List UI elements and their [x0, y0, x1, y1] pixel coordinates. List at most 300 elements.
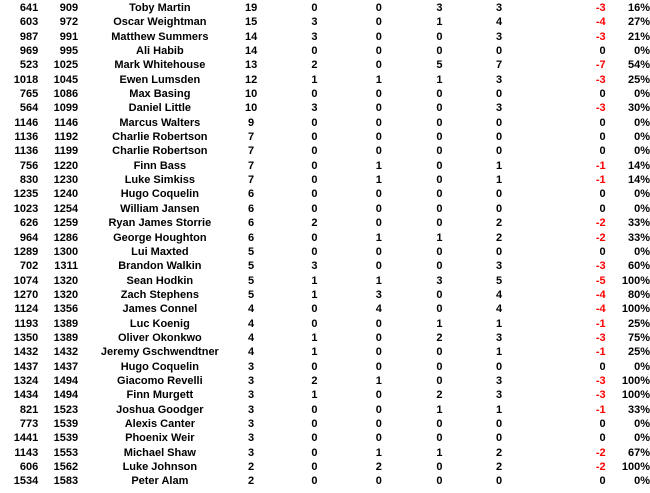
cell-rank-b: 1300 — [53, 245, 79, 258]
cell-stat-d: 0 — [436, 145, 443, 158]
cell-percent: 54% — [627, 59, 650, 72]
cell-rank-b: 1199 — [54, 145, 79, 158]
cell-percent: 0% — [634, 245, 650, 258]
cell-stat-d: 2 — [436, 389, 443, 402]
cell-player-name: Luc Koenig — [129, 317, 190, 330]
cell-stat-b: 0 — [311, 88, 318, 101]
cell-stat-a: 4 — [248, 303, 255, 316]
table-row — [0, 259, 650, 273]
cell-percent: 25% — [627, 317, 650, 330]
cell-stat-b: 0 — [311, 303, 318, 316]
cell-rank-b: 1286 — [53, 231, 79, 244]
cell-stat-a: 3 — [248, 403, 255, 416]
cell-rank-b: 1494 — [53, 389, 79, 402]
cell-stat-b: 0 — [311, 159, 318, 172]
cell-player-name: Finn Murgett — [126, 389, 194, 402]
cell-rank-a: 1432 — [13, 346, 39, 359]
cell-diff: 0 — [599, 417, 606, 430]
table-row — [0, 101, 650, 115]
cell-stat-a: 2 — [248, 475, 255, 488]
cell-stat-c: 0 — [375, 317, 382, 330]
table-row — [0, 130, 650, 144]
cell-stat-d: 1 — [436, 317, 443, 330]
table-row — [0, 403, 650, 417]
cell-stat-a: 3 — [248, 432, 255, 445]
cell-stat-e: 0 — [495, 360, 503, 373]
cell-rank-b: 1320 — [53, 288, 79, 301]
cell-stat-d: 0 — [436, 45, 443, 58]
table-row — [0, 460, 650, 474]
cell-stat-e: 3 — [495, 30, 503, 43]
cell-player-name: Oscar Weightman — [113, 16, 207, 29]
cell-diff: 0 — [599, 145, 606, 158]
cell-rank-b: 1432 — [53, 346, 79, 359]
cell-stat-e: 1 — [495, 403, 503, 416]
cell-stat-d: 0 — [436, 102, 443, 115]
table-row — [0, 173, 650, 187]
cell-stat-b: 3 — [311, 30, 318, 43]
cell-percent: 100% — [621, 374, 650, 387]
cell-rank-b: 1254 — [53, 202, 79, 215]
cell-rank-b: 1523 — [53, 403, 79, 416]
cell-stat-e: 1 — [495, 317, 503, 330]
cell-stat-d: 3 — [436, 274, 443, 287]
cell-stat-c: 0 — [375, 59, 382, 72]
cell-stat-a: 5 — [248, 245, 255, 258]
cell-player-name: Alexis Canter — [124, 417, 195, 430]
table-row — [0, 274, 650, 288]
cell-stat-d: 1 — [436, 403, 443, 416]
cell-stat-e: 0 — [495, 475, 503, 488]
cell-stat-d: 0 — [436, 260, 443, 273]
cell-stat-c: 0 — [375, 202, 382, 215]
cell-rank-b: 909 — [59, 2, 79, 14]
cell-stat-c: 0 — [375, 30, 382, 43]
cell-stat-d: 0 — [436, 217, 443, 230]
cell-diff: 0 — [599, 202, 606, 215]
cell-rank-a: 969 — [19, 45, 39, 58]
cell-stat-d: 0 — [436, 30, 443, 43]
cell-rank-b: 1220 — [53, 159, 79, 172]
cell-stat-d: 1 — [436, 446, 443, 459]
cell-player-name: Marcus Walters — [119, 116, 201, 129]
cell-rank-a: 1074 — [13, 274, 39, 287]
cell-rank-a: 756 — [19, 159, 39, 172]
cell-percent: 25% — [627, 73, 650, 86]
cell-percent: 0% — [634, 116, 650, 129]
cell-percent: 0% — [634, 417, 650, 430]
cell-stat-b: 0 — [311, 461, 318, 473]
cell-rank-a: 765 — [19, 88, 39, 101]
cell-stat-a: 3 — [248, 374, 255, 387]
table-row — [0, 15, 650, 29]
cell-player-name: Lui Maxted — [131, 245, 189, 258]
cell-stat-e: 3 — [495, 260, 503, 273]
cell-stat-a: 5 — [248, 288, 255, 301]
cell-stat-e: 1 — [495, 346, 503, 359]
cell-stat-b: 1 — [311, 331, 318, 344]
cell-player-name: George Houghton — [113, 231, 207, 244]
cell-stat-d: 0 — [436, 245, 443, 258]
cell-stat-e: 3 — [495, 102, 503, 115]
cell-stat-b: 0 — [311, 174, 318, 187]
cell-rank-b: 1539 — [53, 417, 79, 430]
cell-stat-c: 0 — [375, 389, 382, 402]
table-row — [0, 202, 650, 216]
cell-rank-b: 1025 — [53, 59, 79, 72]
cell-stat-e: 5 — [495, 274, 503, 287]
cell-stat-a: 10 — [244, 102, 258, 115]
cell-rank-a: 564 — [19, 102, 39, 115]
cell-stat-d: 0 — [436, 159, 443, 172]
cell-percent: 16% — [627, 2, 650, 14]
cell-diff: 0 — [599, 188, 606, 201]
cell-rank-b: 1311 — [54, 260, 79, 273]
cell-stat-b: 0 — [311, 202, 318, 215]
cell-stat-e: 1 — [495, 159, 503, 172]
cell-stat-a: 3 — [248, 360, 255, 373]
cell-rank-a: 773 — [19, 417, 39, 430]
cell-rank-a: 641 — [19, 2, 39, 14]
cell-stat-c: 0 — [375, 45, 382, 58]
cell-stat-e: 3 — [495, 73, 503, 86]
cell-stat-d: 0 — [436, 360, 443, 373]
cell-rank-b: 1494 — [53, 374, 79, 387]
cell-stat-e: 0 — [495, 188, 503, 201]
cell-stat-a: 5 — [248, 274, 255, 287]
cell-stat-a: 7 — [248, 131, 255, 144]
cell-stat-b: 0 — [311, 131, 318, 144]
cell-rank-b: 1240 — [53, 188, 79, 201]
cell-stat-a: 14 — [244, 30, 258, 43]
table-row — [0, 360, 650, 374]
cell-diff: -2 — [595, 231, 606, 244]
cell-percent: 33% — [627, 217, 650, 230]
cell-stat-d: 0 — [436, 461, 443, 473]
table-row — [0, 331, 650, 345]
cell-stat-e: 0 — [495, 432, 503, 445]
cell-stat-a: 7 — [248, 174, 255, 187]
cell-stat-c: 0 — [375, 188, 382, 201]
cell-rank-a: 830 — [19, 174, 39, 187]
cell-diff: -1 — [595, 159, 606, 172]
cell-stat-b: 2 — [311, 374, 318, 387]
cell-player-name: Jeremy Gschwendtner — [100, 346, 219, 359]
cell-percent: 25% — [627, 346, 650, 359]
cell-stat-a: 6 — [248, 231, 255, 244]
cell-stat-b: 0 — [311, 317, 318, 330]
cell-stat-c: 0 — [375, 217, 382, 230]
cell-stat-c: 0 — [375, 116, 382, 129]
cell-stat-c: 1 — [375, 274, 382, 287]
cell-diff: -1 — [595, 174, 606, 187]
table-row — [0, 417, 650, 431]
cell-rank-a: 1124 — [14, 303, 39, 316]
cell-stat-e: 2 — [495, 461, 503, 473]
cell-rank-a: 1018 — [13, 73, 39, 86]
table-row — [0, 144, 650, 158]
cell-rank-a: 523 — [19, 59, 39, 72]
cell-stat-e: 0 — [495, 116, 503, 129]
cell-stat-e: 4 — [495, 303, 503, 316]
cell-stat-b: 0 — [311, 45, 318, 58]
cell-stat-e: 3 — [495, 389, 503, 402]
cell-percent: 0% — [634, 360, 650, 373]
cell-percent: 14% — [627, 174, 650, 187]
cell-rank-a: 702 — [19, 260, 39, 273]
cell-rank-a: 1324 — [13, 374, 39, 387]
cell-stat-c: 2 — [375, 461, 382, 473]
cell-diff: -7 — [595, 59, 606, 72]
cell-stat-c: 0 — [375, 88, 382, 101]
cell-rank-b: 1230 — [53, 174, 79, 187]
cell-stat-b: 3 — [311, 102, 318, 115]
cell-stat-a: 14 — [244, 45, 258, 58]
cell-stat-d: 2 — [436, 331, 443, 344]
cell-stat-d: 0 — [436, 288, 443, 301]
cell-rank-a: 1235 — [13, 188, 39, 201]
cell-stat-d: 0 — [436, 88, 443, 101]
cell-stat-a: 3 — [248, 417, 255, 430]
cell-diff: -5 — [595, 274, 606, 287]
cell-stat-e: 2 — [495, 217, 503, 230]
cell-stat-c: 0 — [375, 475, 382, 488]
cell-stat-a: 12 — [244, 73, 258, 86]
cell-stat-b: 0 — [311, 417, 318, 430]
cell-rank-a: 1289 — [13, 245, 39, 258]
cell-diff: -4 — [595, 16, 606, 29]
cell-rank-b: 995 — [59, 45, 79, 58]
cell-rank-b: 1320 — [53, 274, 79, 287]
cell-stat-b: 0 — [311, 403, 318, 416]
cell-stat-d: 1 — [436, 73, 443, 86]
table-row — [0, 187, 650, 201]
cell-rank-b: 1086 — [53, 88, 79, 101]
cell-player-name: Ali Habib — [136, 45, 184, 58]
cell-player-name: Toby Martin — [129, 2, 191, 14]
table-row — [0, 431, 650, 445]
cell-percent: 0% — [634, 432, 650, 445]
cell-percent: 0% — [634, 202, 650, 215]
cell-rank-b: 1562 — [53, 461, 79, 473]
cell-rank-a: 1023 — [13, 202, 39, 215]
cell-stat-c: 0 — [375, 260, 382, 273]
cell-stat-e: 0 — [495, 202, 503, 215]
cell-stat-b: 1 — [311, 346, 318, 359]
cell-stat-b: 3 — [311, 16, 318, 29]
cell-player-name: Mark Whitehouse — [114, 59, 206, 72]
cell-diff: -3 — [595, 2, 606, 14]
cell-stat-c: 1 — [375, 73, 382, 86]
cell-rank-b: 1146 — [54, 116, 79, 129]
cell-stat-b: 1 — [311, 274, 318, 287]
table-row — [0, 302, 650, 316]
cell-percent: 21% — [627, 30, 650, 43]
cell-percent: 0% — [634, 188, 650, 201]
cell-rank-b: 972 — [59, 16, 79, 29]
cell-stat-e: 3 — [495, 2, 503, 14]
cell-stat-b: 0 — [311, 446, 318, 459]
cell-player-name: Ryan James Storrie — [108, 217, 212, 230]
cell-rank-b: 1389 — [53, 331, 79, 344]
cell-stat-a: 2 — [248, 461, 255, 473]
cell-stat-c: 1 — [375, 231, 382, 244]
cell-stat-d: 0 — [436, 475, 443, 488]
cell-diff: -2 — [595, 461, 606, 473]
cell-rank-a: 1136 — [14, 145, 39, 158]
cell-stat-e: 4 — [495, 16, 503, 29]
cell-stat-b: 0 — [311, 145, 318, 158]
cell-stat-b: 3 — [311, 260, 318, 273]
table-row — [0, 288, 650, 302]
cell-rank-a: 1350 — [13, 331, 39, 344]
cell-percent: 27% — [627, 16, 650, 29]
cell-rank-b: 1259 — [53, 217, 79, 230]
cell-diff: 0 — [599, 116, 606, 129]
cell-stat-d: 0 — [436, 116, 443, 129]
cell-rank-a: 1193 — [14, 317, 39, 330]
cell-player-name: Max Basing — [129, 88, 191, 101]
cell-stat-a: 7 — [248, 145, 255, 158]
cell-stat-c: 3 — [375, 288, 382, 301]
cell-player-name: Ewen Lumsden — [119, 73, 201, 86]
cell-stat-b: 0 — [311, 116, 318, 129]
cell-stat-a: 3 — [248, 389, 255, 402]
table-row — [0, 216, 650, 230]
cell-player-name: Phoenix Weir — [125, 432, 195, 445]
cell-player-name: Michael Shaw — [123, 446, 196, 459]
table-row — [0, 374, 650, 388]
cell-player-name: Hugo Coquelin — [120, 188, 199, 201]
cell-stat-b: 0 — [311, 2, 318, 14]
cell-stat-c: 0 — [375, 102, 382, 115]
cell-player-name: Zach Stephens — [120, 288, 199, 301]
cell-stat-d: 0 — [436, 303, 443, 316]
cell-stat-e: 4 — [495, 288, 503, 301]
cell-player-name: Daniel Little — [128, 102, 192, 115]
cell-stat-a: 7 — [248, 159, 255, 172]
cell-stat-e: 3 — [495, 374, 503, 387]
cell-rank-a: 626 — [19, 217, 39, 230]
cell-diff: 0 — [599, 475, 606, 488]
cell-rank-a: 1136 — [14, 131, 39, 144]
table-row — [0, 58, 650, 72]
cell-rank-a: 1434 — [13, 389, 39, 402]
cell-rank-a: 606 — [19, 461, 39, 473]
table-row — [0, 388, 650, 402]
table-body — [0, 1, 650, 489]
cell-percent: 75% — [627, 331, 650, 344]
cell-stat-d: 5 — [436, 59, 443, 72]
cell-player-name: Matthew Summers — [111, 30, 209, 43]
cell-percent: 0% — [634, 88, 650, 101]
cell-stat-d: 1 — [436, 231, 443, 244]
cell-rank-a: 1146 — [14, 116, 39, 129]
cell-player-name: Charlie Robertson — [112, 145, 208, 158]
cell-stat-a: 6 — [248, 188, 255, 201]
cell-stat-e: 2 — [495, 231, 503, 244]
cell-diff: -3 — [595, 374, 606, 387]
cell-rank-b: 991 — [59, 30, 79, 43]
cell-stat-a: 13 — [244, 59, 258, 72]
cell-diff: -4 — [595, 288, 606, 301]
cell-rank-b: 1389 — [53, 317, 79, 330]
cell-rank-a: 964 — [19, 231, 39, 244]
cell-rank-a: 1437 — [13, 360, 39, 373]
cell-player-name: Joshua Goodger — [116, 403, 204, 416]
cell-diff: -3 — [595, 102, 606, 115]
table-row — [0, 446, 650, 460]
cell-player-name: James Connel — [122, 303, 198, 316]
cell-diff: 0 — [599, 360, 606, 373]
cell-diff: -2 — [595, 217, 606, 230]
cell-player-name: Luke Simkiss — [124, 174, 196, 187]
cell-diff: 0 — [599, 245, 606, 258]
cell-stat-c: 0 — [375, 2, 382, 14]
cell-stat-c: 1 — [375, 374, 382, 387]
cell-stat-b: 2 — [311, 217, 318, 230]
cell-diff: -3 — [595, 73, 606, 86]
cell-rank-b: 1045 — [53, 73, 79, 86]
cell-rank-b: 1553 — [53, 446, 79, 459]
cell-player-name: Hugo Coquelin — [120, 360, 199, 373]
cell-percent: 14% — [627, 159, 650, 172]
cell-percent: 33% — [627, 403, 650, 416]
table-row — [0, 245, 650, 259]
cell-diff: -3 — [595, 389, 606, 402]
table-row — [0, 317, 650, 331]
cell-percent: 100% — [621, 303, 650, 316]
cell-stat-a: 5 — [248, 260, 255, 273]
cell-percent: 0% — [634, 475, 650, 488]
cell-stat-d: 0 — [436, 374, 443, 387]
cell-stat-d: 1 — [436, 16, 443, 29]
cell-stat-e: 1 — [495, 174, 503, 187]
cell-percent: 80% — [627, 288, 650, 301]
cell-stat-a: 19 — [244, 2, 258, 14]
cell-stat-a: 4 — [248, 346, 255, 359]
table-row — [0, 116, 650, 130]
cell-diff: -3 — [595, 30, 606, 43]
cell-percent: 100% — [621, 461, 650, 473]
cell-stat-b: 0 — [311, 432, 318, 445]
cell-rank-b: 1192 — [54, 131, 79, 144]
cell-stat-e: 0 — [495, 45, 503, 58]
cell-stat-d: 0 — [436, 202, 443, 215]
cell-stat-b: 1 — [311, 73, 318, 86]
cell-diff: -3 — [595, 331, 606, 344]
cell-stat-c: 0 — [375, 131, 382, 144]
cell-stat-d: 0 — [436, 432, 443, 445]
cell-diff: -1 — [595, 317, 606, 330]
table-row — [0, 73, 650, 87]
cell-stat-e: 0 — [495, 245, 503, 258]
table-row — [0, 159, 650, 173]
cell-stat-a: 10 — [244, 88, 258, 101]
cell-stat-c: 0 — [375, 346, 382, 359]
table-row — [0, 30, 650, 44]
cell-percent: 100% — [621, 274, 650, 287]
cell-player-name: Sean Hodkin — [126, 274, 194, 287]
cell-diff: -2 — [595, 446, 606, 459]
cell-stat-b: 2 — [311, 59, 318, 72]
cell-rank-a: 1534 — [13, 475, 39, 488]
cell-stat-b: 0 — [311, 245, 318, 258]
cell-percent: 30% — [627, 102, 650, 115]
cell-stat-c: 0 — [375, 145, 382, 158]
cell-stat-d: 0 — [436, 346, 443, 359]
cell-rank-b: 1583 — [53, 475, 79, 488]
